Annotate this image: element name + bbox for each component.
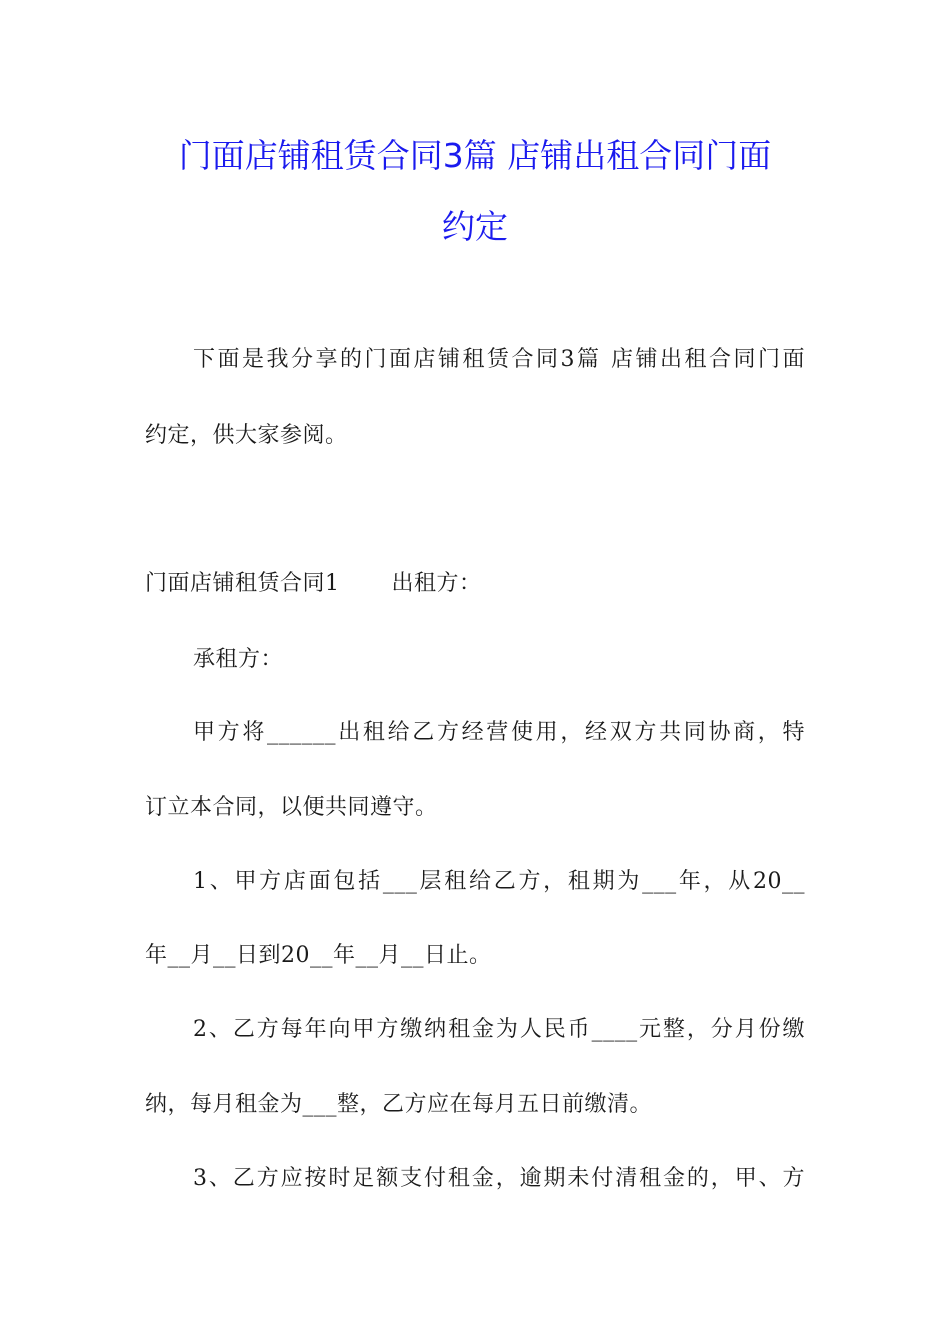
paragraph-a-line-1: 甲方将______出租给乙方经营使用，经双方共同协商，特 (193, 720, 805, 745)
item-1-line-1: 1、甲方店面包括___层租给乙方，租期为___年，从20__ (193, 869, 805, 894)
document-title-line-1: 门面店铺租赁合同3篇 店铺出租合同门面 (178, 136, 772, 175)
item-3-line-1: 3、乙方应按时足额支付租金，逾期未付清租金的，甲、方 (193, 1166, 805, 1191)
document-title-line-2: 约定 (442, 207, 508, 246)
item-2-line-2: 纳，每月租金为___整，乙方应在每月五日前缴清。 (145, 1092, 653, 1117)
contract-heading: 门面店铺租赁合同1 (145, 571, 340, 596)
paragraph-a-line-2: 订立本合同，以便共同遵守。 (145, 795, 438, 820)
lessor-label: 出租方： (391, 571, 482, 596)
intro-line-1: 下面是我分享的门面店铺租赁合同3篇 店铺出租合同门面 (193, 347, 805, 372)
item-1-line-2: 年__月__日到20__年__月__日止。 (145, 943, 492, 968)
intro-line-2: 约定，供大家参阅。 (145, 423, 348, 448)
item-2-line-1: 2、乙方每年向甲方缴纳租金为人民币____元整，分月份缴 (193, 1017, 805, 1042)
contract-heading-row (145, 569, 482, 599)
lessee-label: 承租方： (193, 647, 284, 672)
